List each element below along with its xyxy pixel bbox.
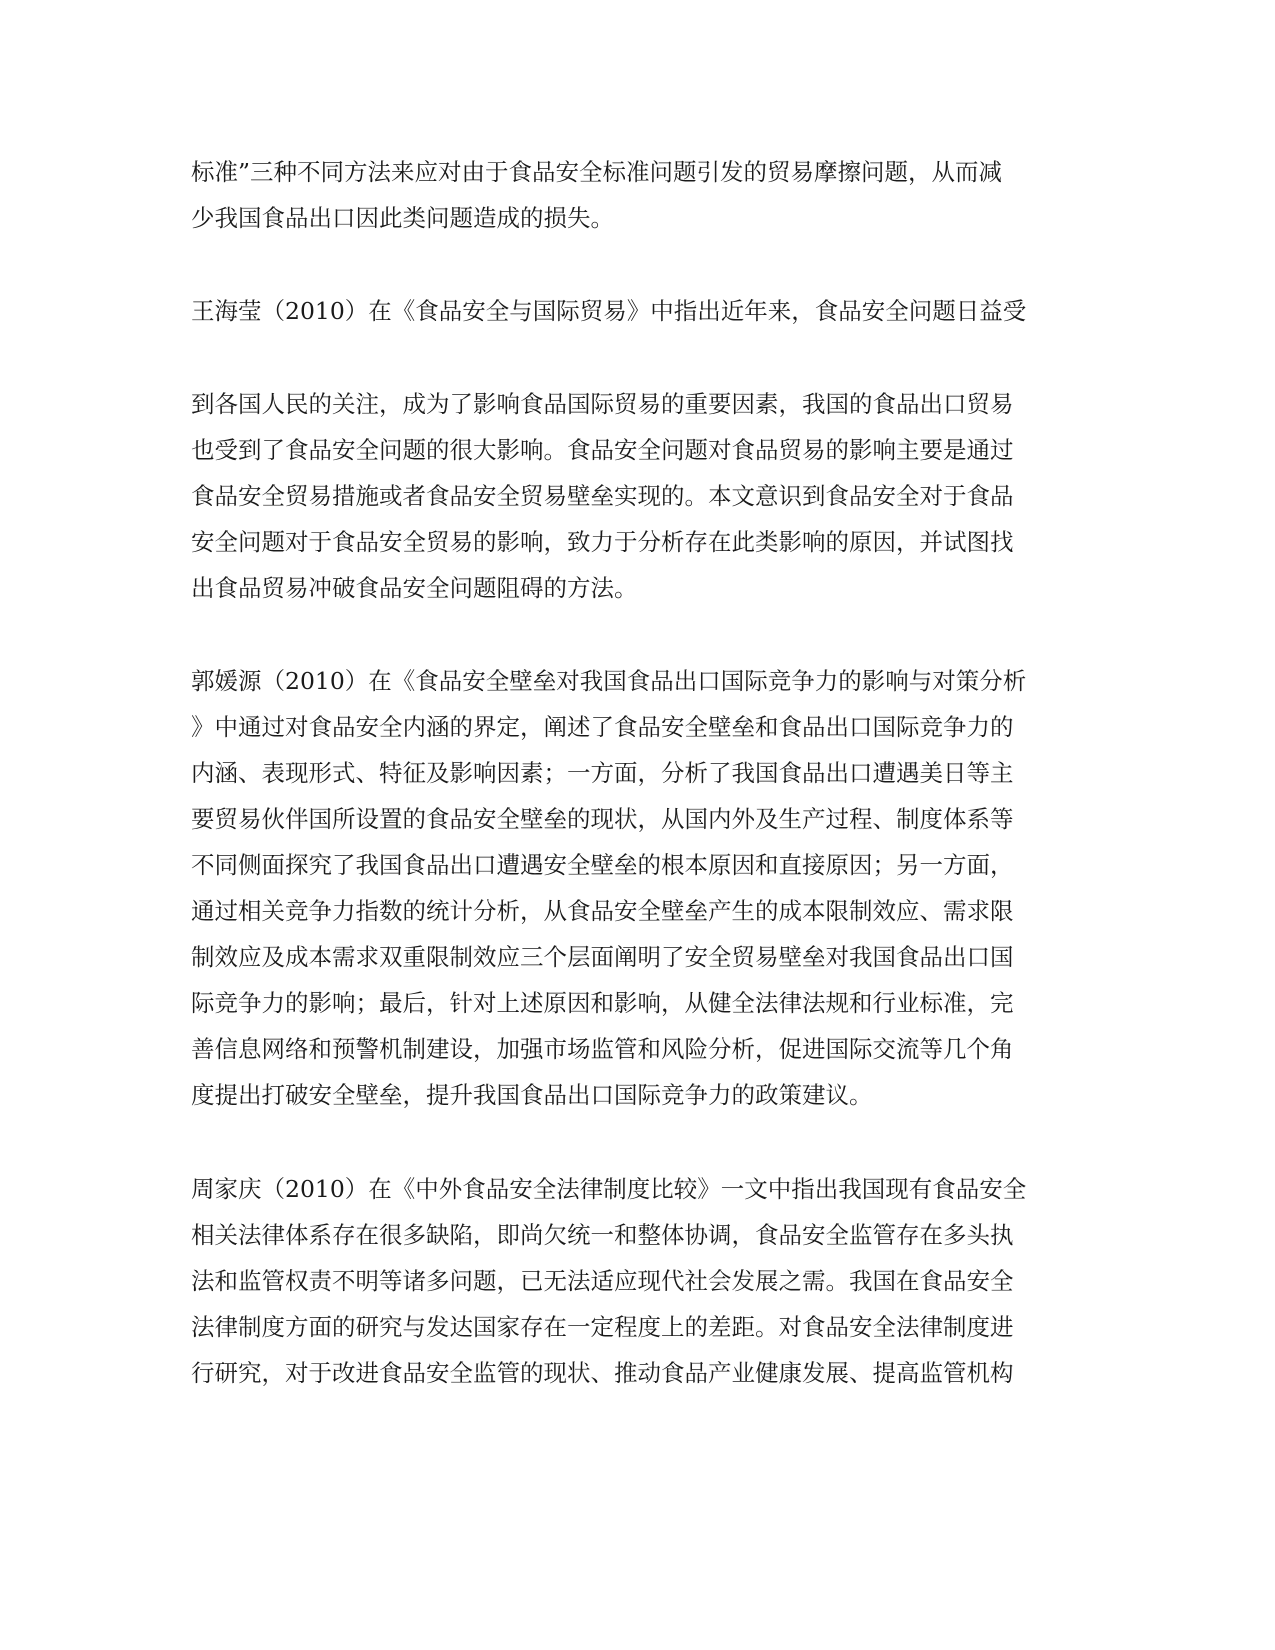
paragraph-2-line-1: 王海莹（2010）在《食品安全与国际贸易》中指出近年来，食品安全问题日益受 [191, 297, 1027, 325]
paragraph-3-line-1: 到各国人民的关注，成为了影响食品国际贸易的重要因素，我国的食品出口贸易 [191, 390, 1014, 418]
paragraph-4-line-1: 郭媛源（2010）在《食品安全壁垒对我国食品出口国际竞争力的影响与对策分析 [191, 667, 1027, 695]
paragraph-4-line-4: 要贸易伙伴国所设置的食品安全壁垒的现状，从国内外及生产过程、制度体系等 [191, 805, 1014, 833]
paragraph-5-line-5: 行研究，对于改进食品安全监管的现状、推动食品产业健康发展、提高监管机构 [191, 1359, 1014, 1387]
paragraph-3-line-3: 食品安全贸易措施或者食品安全贸易壁垒实现的。本文意识到食品安全对于食品 [191, 482, 1014, 510]
paragraph-5-line-2: 相关法律体系存在很多缺陷，即尚欠统一和整体协调，食品安全监管存在多头执 [191, 1221, 1014, 1249]
paragraph-1-line-1: 标准”三种不同方法来应对由于食品安全标准问题引发的贸易摩擦问题，从而减 [191, 158, 1003, 186]
paragraph-5-line-1: 周家庆（2010）在《中外食品安全法律制度比较》一文中指出我国现有食品安全 [191, 1175, 1027, 1203]
paragraph-3-line-4: 安全问题对于食品安全贸易的影响，致力于分析存在此类影响的原因，并试图找 [191, 528, 1014, 556]
paragraph-4-line-7: 制效应及成本需求双重限制效应三个层面阐明了安全贸易壁垒对我国食品出口国 [191, 943, 1014, 971]
paragraph-3-line-5: 出食品贸易冲破食品安全问题阻碍的方法。 [191, 574, 638, 602]
paragraph-4-line-8: 际竞争力的影响；最后，针对上述原因和影响，从健全法律法规和行业标准，完 [191, 989, 1014, 1017]
paragraph-4-line-9: 善信息网络和预警机制建设，加强市场监管和风险分析，促进国际交流等几个角 [191, 1035, 1014, 1063]
paragraph-5-line-4: 法律制度方面的研究与发达国家存在一定程度上的差距。对食品安全法律制度进 [191, 1313, 1014, 1341]
paragraph-4-line-3: 内涵、表现形式、特征及影响因素；一方面，分析了我国食品出口遭遇美日等主 [191, 759, 1014, 787]
paragraph-4-line-2: 》中通过对食品安全内涵的界定，阐述了食品安全壁垒和食品出口国际竞争力的 [191, 713, 1014, 741]
paragraph-4-line-6: 通过相关竞争力指数的统计分析，从食品安全壁垒产生的成本限制效应、需求限 [191, 897, 1014, 925]
paragraph-3-line-2: 也受到了食品安全问题的很大影响。食品安全问题对食品贸易的影响主要是通过 [191, 436, 1014, 464]
paragraph-4-line-10: 度提出打破安全壁垒，提升我国食品出口国际竞争力的政策建议。 [191, 1081, 873, 1109]
paragraph-1-line-2: 少我国食品出口因此类问题造成的损失。 [191, 204, 614, 232]
paragraph-4-line-5: 不同侧面探究了我国食品出口遭遇安全壁垒的根本原因和直接原因；另一方面， [191, 851, 1014, 879]
paragraph-5-line-3: 法和监管权责不明等诸多问题，已无法适应现代社会发展之需。我国在食品安全 [191, 1267, 1014, 1295]
